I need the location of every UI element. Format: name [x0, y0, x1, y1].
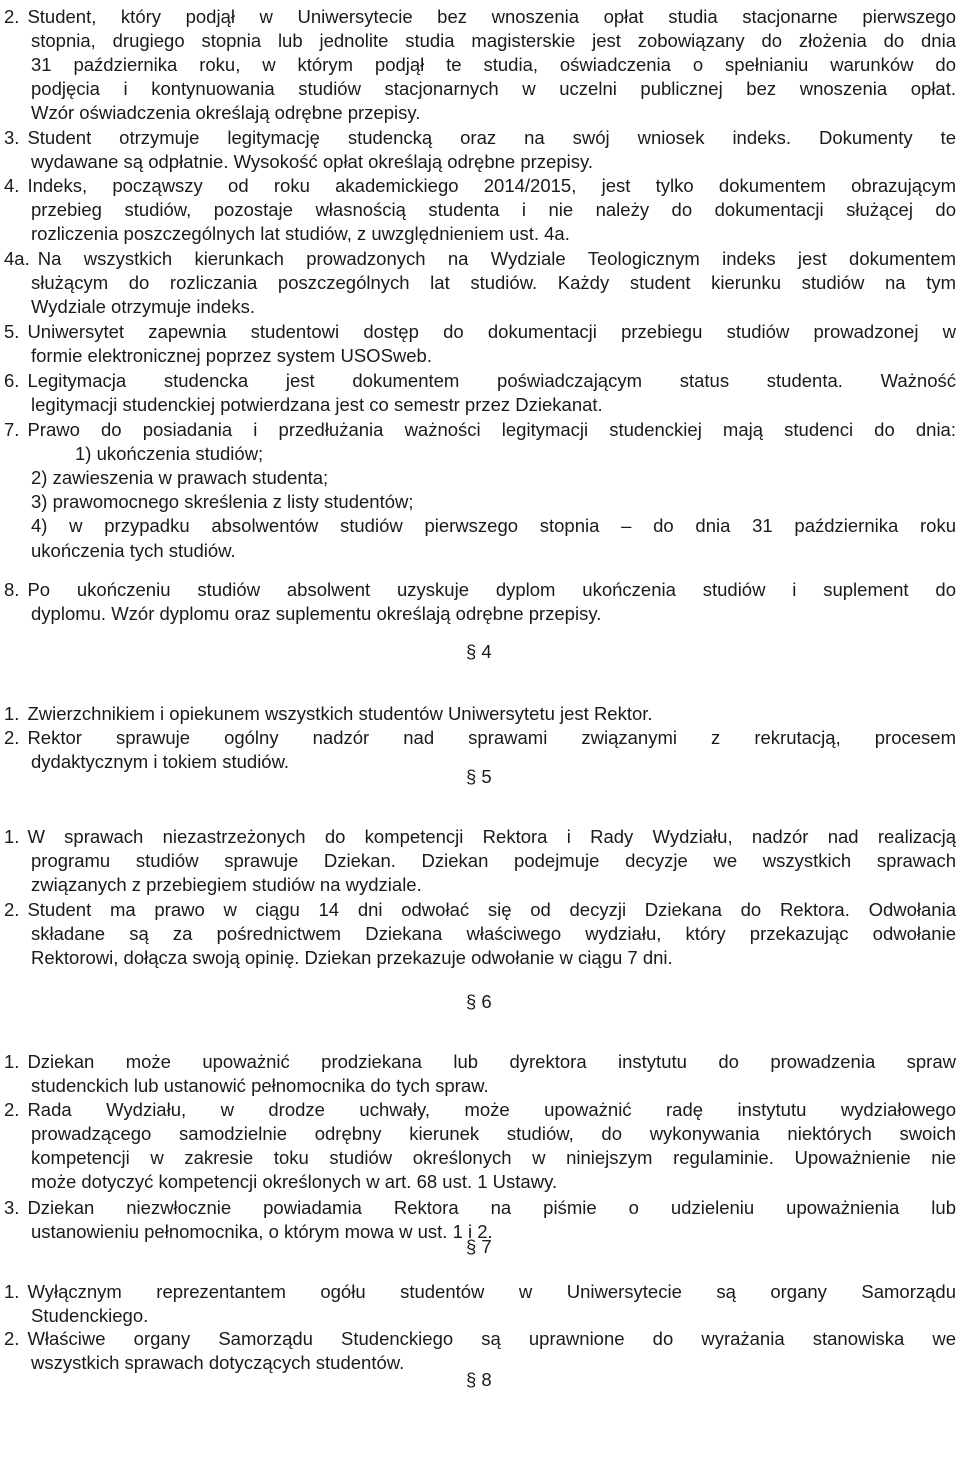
- paragraph-number: 6.: [4, 370, 20, 391]
- paragraph-number: 2.: [4, 899, 20, 920]
- paragraph-number: 3.: [4, 1197, 20, 1218]
- paragraph-line: formie elektronicznej poprzez system USOSweb.: [31, 345, 432, 367]
- paragraph-line: Wzór oświadczenia określają odrębne przepisy.: [31, 102, 421, 124]
- paragraph-number: 7.: [4, 419, 20, 440]
- paragraph-line: związanych z przebiegiem studiów na wydziale.: [31, 874, 422, 896]
- section-heading: § 7: [466, 1236, 492, 1257]
- paragraph-line: Rektorowi, dołącza swoją opinię. Dziekan przekazuje odwołanie w ciągu 7 dni.: [31, 947, 673, 969]
- paragraph-number: 2.: [4, 727, 20, 748]
- paragraph-line: Wydziale otrzymuje indeks.: [31, 296, 255, 318]
- paragraph-line: ukończenia tych studiów.: [31, 539, 236, 561]
- paragraph-number: 1.: [4, 1281, 20, 1302]
- section-heading: § 8: [466, 1369, 492, 1390]
- paragraph-line: Student, który podjął w Uniwersytecie bez wnoszenia opłat studia stacjonarne pierwszego: [27, 6, 956, 27]
- paragraph-number: 4.: [4, 175, 20, 196]
- paragraph-line: może dotyczyć kompetencji określonych w art. 68 ust. 1 Ustawy.: [31, 1171, 558, 1193]
- paragraph-line: studenckich lub ustanowić pełnomocnika do tych spraw.: [31, 1075, 489, 1097]
- paragraph-line: Legitymacja studencka jest dokumentem poświadczającym status studenta. Ważność: [27, 370, 956, 391]
- paragraph-line: Studenckiego.: [31, 1305, 149, 1327]
- paragraph-line: stopnia, drugiego stopnia lub jednolite studia magisterskie jest zobowiązany do złożenia do dnia: [31, 30, 956, 52]
- section-heading: § 5: [466, 766, 492, 787]
- paragraph-line: dyplomu. Wzór dyplomu oraz suplementu określają odrębne przepisy.: [31, 603, 602, 625]
- paragraph-line: wydawane są odpłatnie. Wysokość opłat określają odrębne przepisy.: [31, 151, 593, 173]
- paragraph-line: Zwierzchnikiem i opiekunem wszystkich studentów Uniwersytetu jest Rektor.: [27, 703, 653, 724]
- paragraph-line: Wyłącznym reprezentantem ogółu studentów w Uniwersytecie są organy Samorządu: [27, 1281, 956, 1302]
- paragraph-line: Rektor sprawuje ogólny nadzór nad sprawami związanymi z rekrutacją, procesem: [27, 727, 956, 748]
- paragraph-line: legitymacji studenckiej potwierdzana jest co semestr przez Dziekanat.: [31, 394, 603, 416]
- paragraph-line: kompetencji w zakresie toku studiów określonych w niniejszym regulaminie. Upoważnienie nie: [31, 1147, 956, 1169]
- paragraph-line: rozliczenia poszczególnych lat studiów, z uwzględnieniem ust. 4a.: [31, 223, 570, 245]
- paragraph-line: Student otrzymuje legitymację studencką oraz na swój wniosek indeks. Dokumenty te: [27, 127, 956, 148]
- section-heading: § 6: [466, 991, 492, 1012]
- paragraph-line: Uniwersytet zapewnia studentowi dostęp do dokumentacji przebiegu studiów prowadzonej w: [27, 321, 956, 342]
- paragraph-line: Właściwe organy Samorządu Studenckiego są uprawnione do wyrażania stanowiska we: [27, 1328, 956, 1349]
- paragraph-line: Po ukończeniu studiów absolwent uzyskuje dyplom ukończenia studiów i suplement do: [27, 579, 956, 600]
- paragraph-line: Dziekan niezwłocznie powiadamia Rektora na piśmie o udzieleniu upoważnienia lub: [27, 1197, 956, 1218]
- paragraph-line: 1) ukończenia studiów;: [75, 443, 264, 465]
- paragraph-number: 2.: [4, 1328, 20, 1349]
- paragraph-line: Na wszystkich kierunkach prowadzonych na Wydziale Teologicznym indeks jest dokumentem: [37, 248, 956, 269]
- paragraph-number: 4a.: [4, 248, 30, 269]
- paragraph-number: 3.: [4, 127, 20, 148]
- paragraph-line: 31 października roku, w którym podjął te studia, oświadczenia o spełnianiu warunków do: [31, 54, 956, 76]
- paragraph-line: prowadzącego samodzielnie odrębny kierunek studiów, do wykonywania niektórych swoich: [31, 1123, 956, 1145]
- paragraph-line: programu studiów sprawuje Dziekan. Dziekan podejmuje decyzje we wszystkich sprawach: [31, 850, 956, 872]
- paragraph-number: 2.: [4, 1099, 20, 1120]
- paragraph-line: dydaktycznym i tokiem studiów.: [31, 751, 290, 773]
- paragraph-line: Dziekan może upoważnić prodziekana lub dyrektora instytutu do prowadzenia spraw: [27, 1051, 956, 1072]
- paragraph-line: Student ma prawo w ciągu 14 dni odwołać się od decyzji Dziekana do Rektora. Odwołania: [27, 899, 956, 920]
- paragraph-line: 4) w przypadku absolwentów studiów pierwszego stopnia – do dnia 31 października roku: [31, 515, 956, 537]
- paragraph-line: Prawo do posiadania i przedłużania ważności legitymacji studenckiej mają studenci do dnia:: [27, 419, 956, 440]
- paragraph-line: służącym do rozliczania poszczególnych lat studiów. Każdy student kierunku studiów na tym: [31, 272, 956, 294]
- paragraph-line: 3) prawomocnego skreślenia z listy studentów;: [31, 491, 414, 513]
- paragraph-line: wszystkich sprawach dotyczących studentów.: [31, 1352, 405, 1374]
- paragraph-number: 1.: [4, 1051, 20, 1072]
- paragraph-line: składane są za pośrednictwem Dziekana właściwego wydziału, który przekazując odwołanie: [31, 923, 956, 945]
- paragraph-line: W sprawach niezastrzeżonych do kompetencji Rektora i Rady Wydziału, nadzór nad realizacją: [27, 826, 956, 847]
- paragraph-number: 2.: [4, 6, 20, 27]
- paragraph-line: podjęcia i kontynuowania studiów stacjonarnych w uczelni publicznej bez wnoszenia opłat.: [31, 78, 956, 100]
- paragraph-number: 1.: [4, 703, 20, 724]
- paragraph-line: ustanowieniu pełnomocnika, o którym mowa w ust. 1 i 2.: [31, 1221, 493, 1243]
- paragraph-line: Rada Wydziału, w drodze uchwały, może upoważnić radę instytutu wydziałowego: [27, 1099, 956, 1120]
- paragraph-number: 5.: [4, 321, 20, 342]
- paragraph-line: przebieg studiów, pozostaje własnością studenta i nie należy do dokumentacji służącej do: [31, 199, 956, 221]
- paragraph-number: 1.: [4, 826, 20, 847]
- paragraph-line: 2) zawieszenia w prawach studenta;: [31, 467, 329, 489]
- paragraph-line: Indeks, począwszy od roku akademickiego 2014/2015, jest tylko dokumentem obrazującym: [27, 175, 956, 196]
- paragraph-number: 8.: [4, 579, 20, 600]
- section-heading: § 4: [466, 641, 492, 662]
